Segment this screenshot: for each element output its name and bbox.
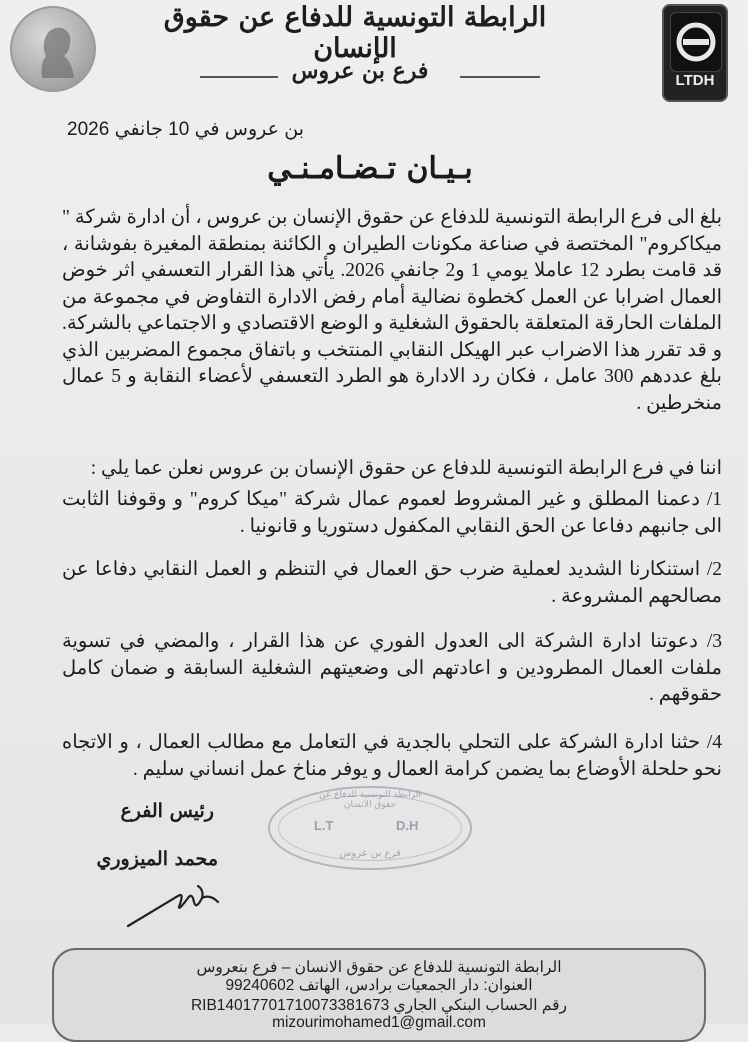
declaration-paragraph: اننا في فرع الرابطة التونسية للدفاع عن حقوق الإنسان بن عروس نعلن عما يلي : xyxy=(90,458,722,479)
stamp-left-letters: L.T xyxy=(314,818,334,833)
handwritten-signature xyxy=(118,868,238,938)
profile-portrait-icon xyxy=(12,8,94,90)
contact-footer xyxy=(52,948,706,1042)
stamp-bottom-text: فرع بن عروس xyxy=(339,848,401,859)
ltdh-logo xyxy=(662,4,728,102)
official-stamp xyxy=(268,786,472,870)
signatory-name: محمد الميزوري xyxy=(96,848,218,870)
list-item: 4/ حثنا ادارة الشركة على التحلي بالجدية في التعامل مع مطالب العمال ، و الاتجاه نحو حلحلة الأوضاع بما يضمن كرامة العمال و يوفر مناخ عمل انساني سليم . xyxy=(62,732,722,780)
stamp-right-letters: D.H xyxy=(396,818,419,833)
signatory-role: رئيس الفرع xyxy=(120,800,214,822)
list-item: 1/ دعمنا المطلق و غير المشروط لعموم عمال شركة "ميكا كروم" و وقوفنا الثابت الى جانبهم دفاعا عن الحق النقابي المكفول دستوريا و قانونيا . xyxy=(62,489,722,537)
footer-bank-account: رقم الحساب البنكي الجاري RIB14017701710073381673 xyxy=(190,997,568,1014)
list-item: 3/ دعوتنا ادارة الشركة الى العدول الفوري عن هذا القرار ، والمضي في تسوية ملفات العمال المطرودين و اعادتهم الى وضعيتهم الشغلية السابقة و ضمان كامل حقوقهم . xyxy=(62,631,722,705)
stamp-ring-text: الرابطة التونسية للدفاع عن حقوق الانسان xyxy=(319,790,421,810)
document-date: بن عروس في 10 جانفي 2026 xyxy=(67,119,304,140)
document-title: بـيـان تـضـامـنـي xyxy=(267,151,473,186)
logo-text: LTDH xyxy=(675,72,715,89)
footer-email: mizourimohamed1@gmail.com xyxy=(272,1014,486,1031)
footer-address: العنوان: دار الجمعيات برادس، الهاتف 99240602 xyxy=(225,977,533,994)
list-item: 2/ استنكارنا الشديد لعملية ضرب حق العمال في التنظم و العمل النقابي دفاعا عن مصالحهم المشروعة . xyxy=(62,559,722,607)
portrait-medallion xyxy=(10,6,96,92)
organization-title: الرابطة التونسية للدفاع عن حقوق الإنسان xyxy=(163,2,547,64)
intro-paragraph: بلغ الى فرع الرابطة التونسية للدفاع عن حقوق الإنسان بن عروس ، أن ادارة شركة " ميكاكروم" المختصة في صناعة مكونات الطيران و الكائنة بمنطقة المغيرة بفوشانة ، قد قامت بطرد 12 عاملا يومي 1 و2 جانفي 2026. يأتي هذا القرار التعسفي اثر خوض العمال اضرابا عن العمل كخطوة نضالية أمام رفض الادارة التفاوض في مجموعة من الملفات الحارقة المتعلقة بالحقوق الشغلية و الوضع الاقتصادي و الاجتماعي بالشركة. و قد تقرر هذا الاضراب عبر الهيكل النقابي المنتخب و باتفاق مجموع المضربين الذي بلغ عددهم 300 عامل ، فكان رد الادارة هو الطرد التعسفي لأعضاء النقابة و 5 عمال منخرطين . xyxy=(62,207,723,414)
hands-emblem-icon xyxy=(671,13,721,71)
header-divider-right xyxy=(460,76,540,78)
branch-title: فرع بن عروس xyxy=(291,58,429,84)
footer-org: الرابطة التونسية للدفاع عن حقوق الانسان – فرع بنعروس xyxy=(196,959,562,976)
logo-emblem xyxy=(670,12,722,72)
